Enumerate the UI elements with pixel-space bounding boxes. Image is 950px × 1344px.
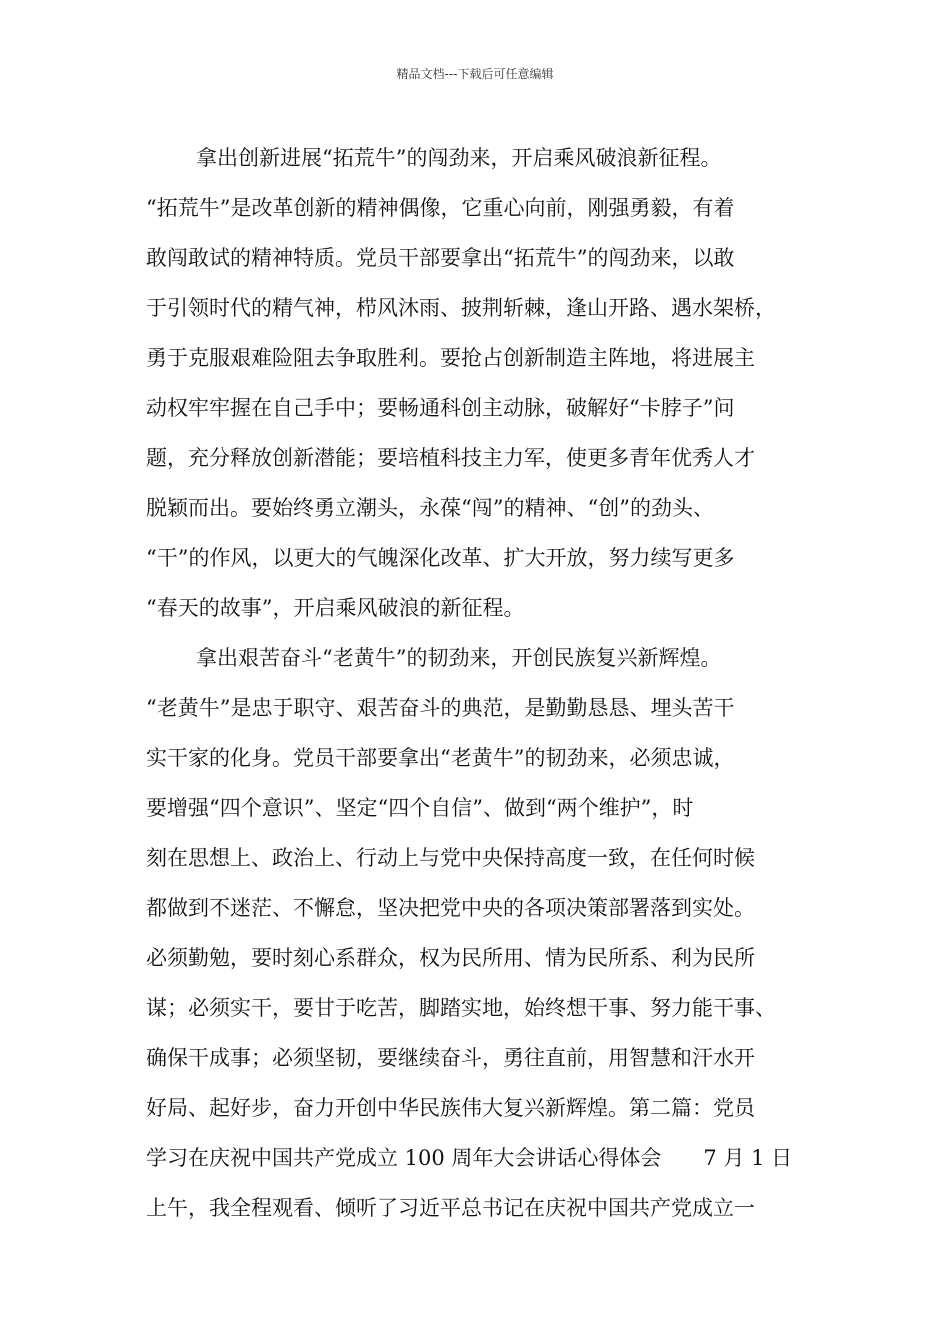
- text-line: 动权牢牢握在自己手中；要畅通科创主动脉，破解好“卡脖子”问: [146, 396, 735, 420]
- text-line: 谋；必须实干，要甘于吃苦，脚踏实地，始终想干事、努力能干事、: [146, 996, 776, 1020]
- text-line: 敢闯敢试的精神特质。党员干部要拿出“拓荒牛”的闯劲来，以敢: [146, 246, 735, 270]
- text-line: 于引领时代的精气神，栉风沐雨、披荆斩棘，逢山开路、遇水架桥，: [146, 296, 776, 320]
- text-line: 都做到不迷茫、不懈怠，坚决把党中央的各项决策部署落到实处。: [146, 896, 755, 920]
- text-line: “老黄牛”是忠于职守、艰苦奋斗的典范，是勤勤恳恳、埋头苦干: [146, 696, 735, 720]
- text-line: 确保干成事；必须坚韧，要继续奋斗，勇往直前，用智慧和汗水开: [146, 1046, 755, 1070]
- document-body: [146, 133, 818, 1233]
- text-line: 好局、起好步，奋力开创中华民族伟大复兴新辉煌。第二篇：党员: [146, 1096, 755, 1120]
- text-line: 学习在庆祝中国共产党成立 100 周年大会讲话心得体会 7 月 1 日: [146, 1146, 793, 1170]
- text-line: 题，充分释放创新潜能；要培植科技主力军，使更多青年优秀人才: [146, 446, 755, 470]
- text-line: 拿出艰苦奋斗“老黄牛”的韧劲来，开创民族复兴新辉煌。: [196, 646, 722, 670]
- text-line: 必须勤勉，要时刻心系群众，权为民所用、情为民所系、利为民所: [146, 946, 755, 970]
- text-line: 脱颖而出。要始终勇立潮头，永葆“闯”的精神、“创”的劲头、: [146, 496, 714, 520]
- text-line: 拿出创新进展“拓荒牛”的闯劲来，开启乘风破浪新征程。: [196, 146, 722, 170]
- text-line: 实干家的化身。党员干部要拿出“老黄牛”的韧劲来，必须忠诚，: [146, 746, 735, 770]
- text-line: 要增强“四个意识”、坚定“四个自信”、做到“两个维护”，时: [146, 796, 694, 820]
- text-line: “拓荒牛”是改革创新的精神偶像，它重心向前，刚强勇毅，有着: [146, 196, 735, 220]
- text-line: “春天的故事”，开启乘风破浪的新征程。: [146, 596, 525, 620]
- page-header: 精品文档---下载后可任意编辑: [396, 67, 554, 81]
- text-line: 上午，我全程观看、倾听了习近平总书记在庆祝中国共产党成立一: [146, 1196, 755, 1220]
- text-line: 勇于克服艰难险阻去争取胜利。要抢占创新制造主阵地，将进展主: [146, 346, 755, 370]
- text-line: 刻在思想上、政治上、行动上与党中央保持高度一致，在任何时候: [146, 846, 755, 870]
- text-line: “干”的作风，以更大的气魄深化改革、扩大开放，努力续写更多: [146, 546, 735, 570]
